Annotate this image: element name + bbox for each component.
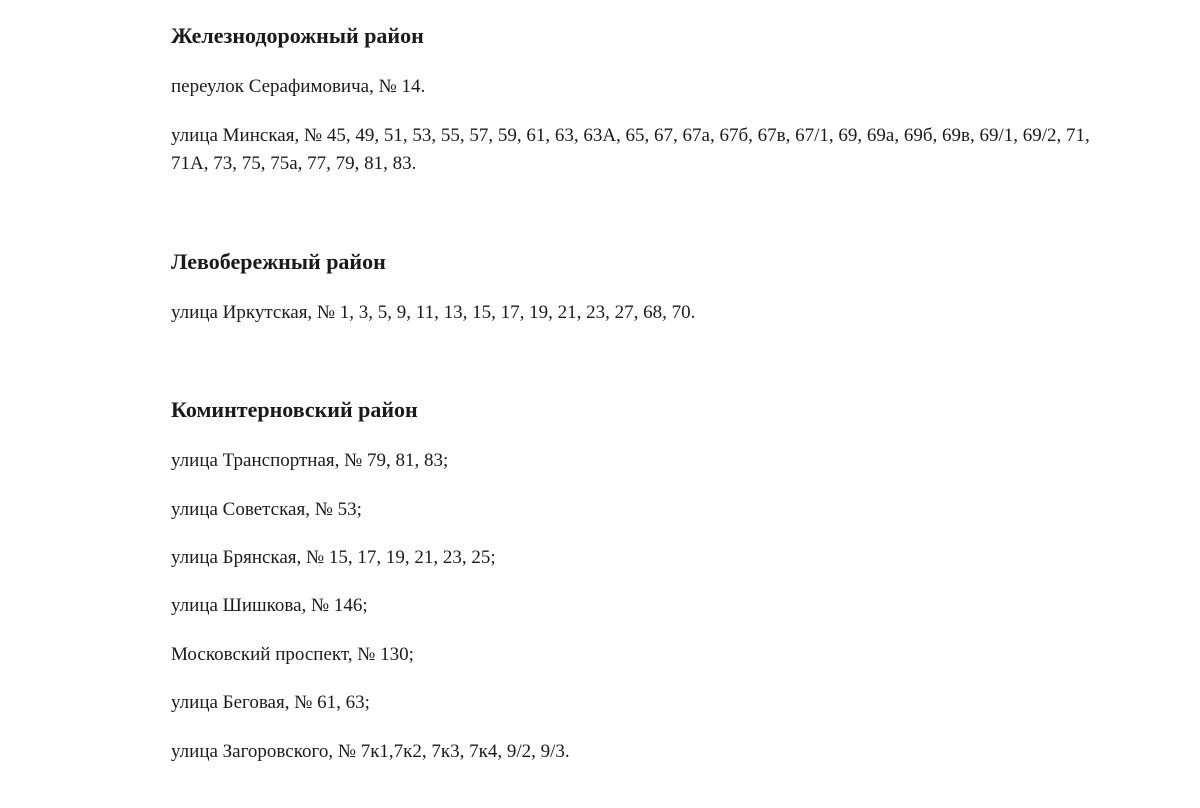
address-entry: переулок Серафимовича, № 14.	[171, 76, 426, 97]
address-entry: улица Минская, № 45, 49, 51, 53, 55, 57, 59, 61, 63, 63А, 65, 67, 67а, 67б, 67в, 67/1, 69, 69а, 69б, 69в, 69/1, 69/2, 71, 71А, 73, 75, 75а, 77, 79, 81, 83.	[171, 125, 1090, 174]
address-entry: улица Иркутская, № 1, 3, 5, 9, 11, 13, 15, 17, 19, 21, 23, 27, 68, 70.	[171, 302, 696, 323]
address-entry: улица Советская, № 53;	[171, 499, 362, 520]
address-entry: Московский проспект, № 130;	[171, 644, 414, 665]
district-heading-levoberezhny: Левобережный район	[171, 249, 386, 274]
address-entry: улица Беговая, № 61, 63;	[171, 692, 370, 713]
district-heading-zheleznodorozhny: Железнодорожный район	[171, 23, 424, 48]
district-heading-kominternovsky: Коминтерновский район	[171, 397, 418, 422]
address-entry: улица Транспортная, № 79, 81, 83;	[171, 450, 449, 471]
address-entry: улица Брянская, № 15, 17, 19, 21, 23, 25;	[171, 547, 496, 568]
address-entry: улица Загоровского, № 7к1,7к2, 7к3, 7к4, 9/2, 9/3.	[171, 741, 570, 762]
address-entry: улица Шишкова, № 146;	[171, 595, 368, 616]
